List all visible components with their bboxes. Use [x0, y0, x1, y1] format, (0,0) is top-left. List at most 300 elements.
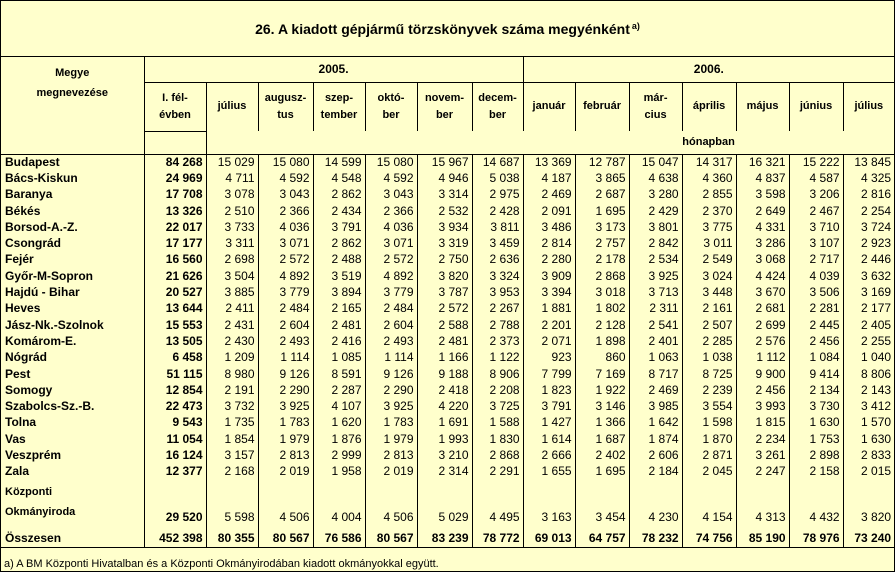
county-name: Heves	[5, 301, 41, 316]
month-value: 2 750	[417, 252, 472, 268]
month-value: 2 649	[736, 203, 789, 219]
month-value: 2 165	[313, 301, 365, 317]
month-value: 1 958	[313, 464, 365, 480]
county-name	[1, 480, 144, 524]
month-value: 2 469	[629, 382, 682, 398]
month-value: 1 588	[472, 415, 523, 431]
county-name: Nógrád	[5, 350, 47, 365]
month-value: 2 280	[523, 252, 575, 268]
page-title	[1, 1, 894, 57]
month-value: 3 775	[682, 219, 736, 235]
table-row	[1, 333, 894, 349]
half-year-value: 12 854	[144, 382, 206, 398]
month-value: 1 570	[843, 415, 894, 431]
month-value: 3 725	[472, 398, 523, 414]
half-year-value: 21 626	[144, 268, 206, 284]
month-value: 2 681	[736, 301, 789, 317]
month-value: 1 630	[789, 415, 843, 431]
month-value: 2 411	[206, 301, 258, 317]
month-value: 1 630	[843, 431, 894, 447]
month-value: 1 114	[258, 350, 313, 366]
month-value: 83 239	[417, 524, 472, 548]
month-value: 3 071	[365, 235, 417, 251]
county-name: Veszprém	[5, 447, 62, 462]
half-year-value: 6 458	[144, 350, 206, 366]
month-value: 4 592	[365, 170, 417, 186]
table-row	[1, 301, 894, 317]
month-value: 8 806	[843, 366, 894, 382]
month-value: 2 488	[313, 252, 365, 268]
month-value: 2 868	[472, 447, 523, 463]
month-value: 2 975	[472, 187, 523, 203]
month-value: 2 373	[472, 333, 523, 349]
month-value: 2 366	[365, 203, 417, 219]
header-col-line2: tember	[320, 108, 358, 121]
month-value: 2 481	[313, 317, 365, 333]
header-county-line2: megnevezése	[36, 87, 109, 99]
month-value: 3 504	[206, 268, 258, 284]
table-row	[1, 203, 894, 219]
month-value: 1 038	[682, 350, 736, 366]
half-year-value: 16 124	[144, 447, 206, 463]
month-value: 2 576	[736, 333, 789, 349]
county-name: Békés	[5, 203, 41, 218]
table-row	[1, 366, 894, 382]
header-col-4	[365, 82, 417, 131]
month-value: 1 040	[843, 350, 894, 366]
month-value: 2 431	[206, 317, 258, 333]
month-value: 69 013	[523, 524, 575, 548]
month-value: 2 370	[682, 203, 736, 219]
month-value: 5 038	[472, 170, 523, 186]
month-value: 3 261	[736, 447, 789, 463]
month-value: 7 799	[523, 366, 575, 382]
month-value: 3 801	[629, 219, 682, 235]
table-row	[1, 464, 894, 480]
month-value: 2 178	[575, 252, 629, 268]
table-row	[1, 219, 894, 235]
month-value: 3 286	[736, 235, 789, 251]
month-value: 2 091	[523, 203, 575, 219]
month-value: 2 717	[789, 252, 843, 268]
month-value: 3 024	[682, 268, 736, 284]
month-value: 2 467	[789, 203, 843, 219]
header-col-line1: augusz-	[264, 91, 307, 104]
header-county-line1: Megye	[55, 67, 90, 79]
month-value: 3 146	[575, 398, 629, 414]
header-col-line1: január	[532, 100, 566, 113]
header-period-blank	[206, 131, 523, 154]
month-value: 2 285	[682, 333, 736, 349]
month-value: 73 240	[843, 524, 894, 548]
header-col-line1: június	[799, 100, 833, 113]
month-value: 2 402	[575, 447, 629, 463]
month-value: 9 188	[417, 366, 472, 382]
month-value: 8 591	[313, 366, 365, 382]
month-value: 4 004	[313, 480, 365, 524]
table-row	[1, 235, 894, 251]
month-value: 923	[523, 350, 575, 366]
month-value: 1 366	[575, 415, 629, 431]
month-value: 5 029	[417, 480, 472, 524]
month-value: 3 993	[736, 398, 789, 414]
month-value: 7 169	[575, 366, 629, 382]
month-value: 3 319	[417, 235, 472, 251]
month-value: 2 290	[258, 382, 313, 398]
month-value: 1 979	[258, 431, 313, 447]
month-value: 1 823	[523, 382, 575, 398]
month-value: 1 735	[206, 415, 258, 431]
month-value: 1 085	[313, 350, 365, 366]
month-value: 3 779	[258, 284, 313, 300]
month-value: 3 324	[472, 268, 523, 284]
header-col-line2: ber	[488, 108, 507, 121]
month-value: 3 925	[258, 398, 313, 414]
county-name: Budapest	[1, 154, 144, 170]
month-value: 2 541	[629, 317, 682, 333]
header-col-line1: már-	[643, 91, 668, 104]
month-value: 2 606	[629, 447, 682, 463]
month-value: 2 071	[523, 333, 575, 349]
month-value: 3 894	[313, 284, 365, 300]
month-value: 3 486	[523, 219, 575, 235]
month-value: 1 854	[206, 431, 258, 447]
county-name-line: Okmányiroda	[5, 505, 76, 518]
month-value: 3 865	[575, 170, 629, 186]
month-value: 2 208	[472, 382, 523, 398]
header-year-2005: 2005.	[144, 57, 523, 82]
month-value: 3 394	[523, 284, 575, 300]
county-name-line: Központi	[5, 485, 53, 498]
header-col-3	[313, 82, 365, 131]
month-value: 3 713	[629, 284, 682, 300]
month-value: 2 898	[789, 447, 843, 463]
month-value: 78 976	[789, 524, 843, 548]
month-value: 85 190	[736, 524, 789, 548]
month-value: 2 045	[682, 464, 736, 480]
month-value: 2 291	[472, 464, 523, 480]
month-value: 2 862	[313, 187, 365, 203]
month-value: 1 876	[313, 431, 365, 447]
month-value: 2 311	[629, 301, 682, 317]
half-year-value: 13 505	[144, 333, 206, 349]
table-row	[1, 268, 894, 284]
month-value: 2 281	[789, 301, 843, 317]
month-value: 2 401	[629, 333, 682, 349]
month-value: 3 068	[736, 252, 789, 268]
month-value: 2 814	[523, 235, 575, 251]
month-value: 2 534	[629, 252, 682, 268]
county-name: Fejér	[5, 252, 34, 267]
half-year-value: 29 520	[144, 480, 206, 524]
month-value: 3 210	[417, 447, 472, 463]
month-value: 3 925	[629, 268, 682, 284]
month-value: 2 636	[472, 252, 523, 268]
month-value: 9 414	[789, 366, 843, 382]
month-value: 1 122	[472, 350, 523, 366]
header-year-2006: 2006.	[523, 57, 894, 82]
county-name: Zala	[5, 464, 30, 479]
month-value: 8 980	[206, 366, 258, 382]
month-value: 4 313	[736, 480, 789, 524]
month-value: 2 572	[365, 252, 417, 268]
county-name: Borsod-A.-Z.	[5, 219, 78, 234]
half-year-value: 13 644	[144, 301, 206, 317]
month-value: 4 946	[417, 170, 472, 186]
month-value: 2 456	[789, 333, 843, 349]
month-value: 1 753	[789, 431, 843, 447]
county-name: Somogy	[5, 382, 53, 397]
month-value: 1 815	[736, 415, 789, 431]
header-county	[1, 57, 144, 154]
month-value: 2 842	[629, 235, 682, 251]
table-row	[1, 524, 894, 548]
month-value: 4 220	[417, 398, 472, 414]
month-value: 2 484	[365, 301, 417, 317]
month-value: 1 993	[417, 431, 472, 447]
month-value: 78 232	[629, 524, 682, 548]
month-value: 2 434	[313, 203, 365, 219]
month-value: 2 923	[843, 235, 894, 251]
month-value: 1 802	[575, 301, 629, 317]
table-row	[1, 398, 894, 414]
month-value: 2 757	[575, 235, 629, 251]
month-value: 860	[575, 350, 629, 366]
header-col-line1: május	[746, 100, 779, 113]
month-value: 1 598	[682, 415, 736, 431]
month-value: 2 015	[843, 464, 894, 480]
month-value: 3 953	[472, 284, 523, 300]
month-value: 4 230	[629, 480, 682, 524]
county-name: Komárom-E.	[5, 333, 77, 348]
month-value: 1 114	[365, 350, 417, 366]
county-name: Tolna	[5, 415, 37, 430]
table-row	[1, 447, 894, 463]
header-col-12	[789, 82, 843, 131]
month-value: 4 036	[365, 219, 417, 235]
month-value: 1 691	[417, 415, 472, 431]
header-col-line2: cius	[644, 108, 667, 121]
month-value: 2 871	[682, 447, 736, 463]
month-value: 3 454	[575, 480, 629, 524]
half-year-value: 84 268	[144, 154, 206, 170]
month-value: 2 572	[417, 301, 472, 317]
header-col-2	[258, 82, 313, 131]
month-value: 2 019	[365, 464, 417, 480]
month-value: 2 698	[206, 252, 258, 268]
month-value: 3 554	[682, 398, 736, 414]
month-value: 2 418	[417, 382, 472, 398]
month-value: 4 592	[258, 170, 313, 186]
month-value: 1 620	[313, 415, 365, 431]
month-value: 5 598	[206, 480, 258, 524]
month-value: 2 143	[843, 382, 894, 398]
month-value: 2 290	[365, 382, 417, 398]
month-value: 4 036	[258, 219, 313, 235]
county-name: Bács-Kiskun	[5, 170, 78, 185]
month-value: 2 484	[258, 301, 313, 317]
month-value: 4 548	[313, 170, 365, 186]
month-value: 1 166	[417, 350, 472, 366]
half-year-value: 17 708	[144, 187, 206, 203]
header-col-10	[682, 82, 736, 131]
month-value: 2 833	[843, 447, 894, 463]
month-value: 15 967	[417, 154, 472, 170]
header-col-8	[575, 82, 629, 131]
header-col-13	[843, 82, 894, 131]
month-value: 3 459	[472, 235, 523, 251]
month-value: 1 783	[365, 415, 417, 431]
month-value: 2 532	[417, 203, 472, 219]
month-value: 1 112	[736, 350, 789, 366]
month-value: 13 845	[843, 154, 894, 170]
month-value: 4 331	[736, 219, 789, 235]
month-value: 2 493	[365, 333, 417, 349]
month-value: 4 432	[789, 480, 843, 524]
month-value: 3 710	[789, 219, 843, 235]
month-value: 2 588	[417, 317, 472, 333]
header-col-line1: április	[692, 100, 726, 113]
county-name: Hajdú - Bihar	[5, 285, 80, 300]
month-value: 3 314	[417, 187, 472, 203]
month-value: 80 567	[365, 524, 417, 548]
month-value: 1 687	[575, 431, 629, 447]
header-col-line2: ber	[382, 108, 400, 121]
month-value: 1 209	[206, 350, 258, 366]
half-year-value: 17 177	[144, 235, 206, 251]
header-col-11	[736, 82, 789, 131]
month-value: 3 925	[365, 398, 417, 414]
month-value: 2 254	[843, 203, 894, 219]
month-value: 1 874	[629, 431, 682, 447]
month-value: 4 039	[789, 268, 843, 284]
month-value: 2 862	[313, 235, 365, 251]
month-value: 9 126	[258, 366, 313, 382]
month-value: 2 855	[682, 187, 736, 203]
month-value: 3 791	[313, 219, 365, 235]
month-value: 64 757	[575, 524, 629, 548]
month-value: 4 424	[736, 268, 789, 284]
table-row	[1, 187, 894, 203]
month-value: 1 783	[258, 415, 313, 431]
month-value: 2 699	[736, 317, 789, 333]
month-value: 8 906	[472, 366, 523, 382]
month-value: 1 922	[575, 382, 629, 398]
month-value: 2 429	[629, 203, 682, 219]
month-value: 2 019	[258, 464, 313, 480]
month-value: 3 811	[472, 219, 523, 235]
header-col-line1: októ-	[377, 91, 405, 104]
month-value: 2 184	[629, 464, 682, 480]
month-value: 3 071	[258, 235, 313, 251]
title-note: a)	[631, 20, 640, 31]
month-value: 3 632	[843, 268, 894, 284]
county-name: Szabolcs-Sz.-B.	[5, 399, 95, 414]
table-row	[1, 284, 894, 300]
header-col-0	[144, 82, 206, 131]
month-value: 15 029	[206, 154, 258, 170]
month-value: 2 999	[313, 447, 365, 463]
month-value: 3 820	[417, 268, 472, 284]
table-row	[1, 350, 894, 366]
month-value: 9 126	[365, 366, 417, 382]
month-value: 1 898	[575, 333, 629, 349]
half-year-value: 22 473	[144, 398, 206, 414]
month-value: 3 787	[417, 284, 472, 300]
month-value: 74 756	[682, 524, 736, 548]
half-year-value: 16 560	[144, 252, 206, 268]
month-value: 3 506	[789, 284, 843, 300]
month-value: 2 788	[472, 317, 523, 333]
county-name: Pest	[5, 366, 31, 381]
month-value: 2 813	[365, 447, 417, 463]
month-value: 3 412	[843, 398, 894, 414]
month-value: 12 787	[575, 154, 629, 170]
month-value: 2 201	[523, 317, 575, 333]
month-value: 3 985	[629, 398, 682, 414]
half-year-value: 11 054	[144, 431, 206, 447]
table-row	[1, 415, 894, 431]
month-value: 2 666	[523, 447, 575, 463]
table-row	[1, 170, 894, 186]
month-value: 3 157	[206, 447, 258, 463]
month-value: 3 519	[313, 268, 365, 284]
month-value: 1 881	[523, 301, 575, 317]
month-value: 4 495	[472, 480, 523, 524]
month-value: 3 043	[365, 187, 417, 203]
half-year-value: 12 377	[144, 464, 206, 480]
county-name: Jász-Nk.-Szolnok	[5, 317, 104, 332]
month-value: 9 900	[736, 366, 789, 382]
month-value: 3 280	[629, 187, 682, 203]
month-value: 2 416	[313, 333, 365, 349]
month-value: 4 892	[365, 268, 417, 284]
month-value: 15 080	[258, 154, 313, 170]
month-value: 2 493	[258, 333, 313, 349]
month-value: 2 510	[206, 203, 258, 219]
county-name: Győr-M-Sopron	[5, 268, 93, 283]
month-value: 3 724	[843, 219, 894, 235]
title-text: 26. A kiadott gépjármű törzskönyvek száma megyénként	[255, 20, 630, 37]
header-col-line1: szep-	[324, 91, 354, 104]
county-name: Összesen	[1, 524, 144, 548]
table-row	[1, 252, 894, 268]
month-value: 14 687	[472, 154, 523, 170]
month-value: 4 711	[206, 170, 258, 186]
half-year-value: 22 017	[144, 219, 206, 235]
month-value: 1 614	[523, 431, 575, 447]
month-value: 2 128	[575, 317, 629, 333]
header-col-line1: július	[217, 100, 247, 113]
month-value: 1 830	[472, 431, 523, 447]
month-value: 1 695	[575, 464, 629, 480]
month-value: 4 325	[843, 170, 894, 186]
month-value: 2 446	[843, 252, 894, 268]
month-value: 3 448	[682, 284, 736, 300]
half-year-value: 20 527	[144, 284, 206, 300]
month-value: 3 018	[575, 284, 629, 300]
month-value: 4 107	[313, 398, 365, 414]
month-value: 14 599	[313, 154, 365, 170]
month-value: 2 255	[843, 333, 894, 349]
month-value: 3 791	[523, 398, 575, 414]
month-value: 3 885	[206, 284, 258, 300]
month-value: 3 934	[417, 219, 472, 235]
month-value: 2 161	[682, 301, 736, 317]
half-year-value: 51 115	[144, 366, 206, 382]
month-value: 2 405	[843, 317, 894, 333]
month-value: 2 168	[206, 464, 258, 480]
